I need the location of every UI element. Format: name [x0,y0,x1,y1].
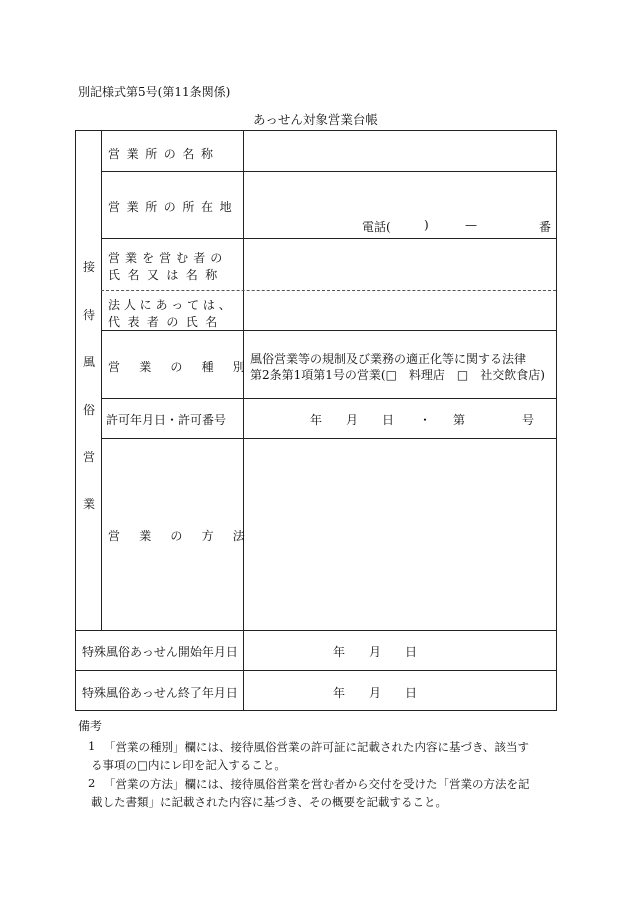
end-date-label: 特殊風俗あっせん終了年月日 [82,686,238,700]
phone-suffix: 番 [539,220,552,234]
start-month: 月 [369,645,382,659]
phone-prefix: 電話( [362,220,391,234]
office-address-label: 営業所の所在地 [108,200,239,214]
side-char: 風 [83,355,96,369]
business-method-label: 営業の方法 [108,529,265,543]
end-year: 年 [333,686,346,700]
notes-heading: 備考 [78,719,103,733]
permit-month: 月 [346,413,359,427]
operator-name-label-line1: 営業を営む者の [108,251,228,265]
document-title: あっせん対象営業台帳 [253,112,378,127]
note-text-line: る事項の□内にレ印を記入すること。 [91,758,286,772]
permit-label: 許可年月日・許可番号 [106,413,227,427]
operator-name-label-line2: 氏名又は名称 [108,268,225,282]
permit-day: 日 [382,413,395,427]
end-month: 月 [369,686,382,700]
note-text-line: 「営業の種別」欄には、接待風俗営業の許可証に記載された内容に基づき、該当す [104,740,530,754]
side-char: 俗 [83,403,96,417]
note-text-line: 載した書類」に記載された内容に基づき、その概要を記載すること。 [91,795,448,809]
side-char: 接 [83,260,96,274]
note-text-line: 「営業の方法」欄には、接待風俗営業を営む者から交付を受けた「営業の方法を記 [104,777,530,791]
start-date-label: 特殊風俗あっせん開始年月日 [82,645,238,659]
representative-label-line2: 代表者の氏名 [108,315,225,329]
side-char: 営 [83,450,96,464]
permit-dot: ・ [419,413,432,427]
note-number: 1 [88,739,96,753]
permit-number: 号 [522,413,535,427]
side-char: 待 [83,308,96,322]
phone-dash: — [465,218,477,232]
office-name-label: 営業所の名称 [108,147,220,161]
business-type-label: 営業の種別 [108,360,265,374]
start-day: 日 [405,645,418,659]
note-number: 2 [88,776,96,790]
start-year: 年 [333,645,346,659]
permit-dai: 第 [453,413,466,427]
phone-close: ) [424,218,429,232]
business-type-value-line1: 風俗営業等の規制及び業務の適正化等に関する法律 [250,352,527,366]
side-char: 業 [83,497,96,511]
representative-label-line1: 法人にあっては、 [108,298,235,312]
business-type-value-line2: 第2条第1項第1号の営業(□ 料理店 □ 社交飲食店) [250,368,545,382]
form-number: 別記様式第5号(第11条関係) [78,85,231,99]
permit-year: 年 [310,413,323,427]
end-day: 日 [405,686,418,700]
